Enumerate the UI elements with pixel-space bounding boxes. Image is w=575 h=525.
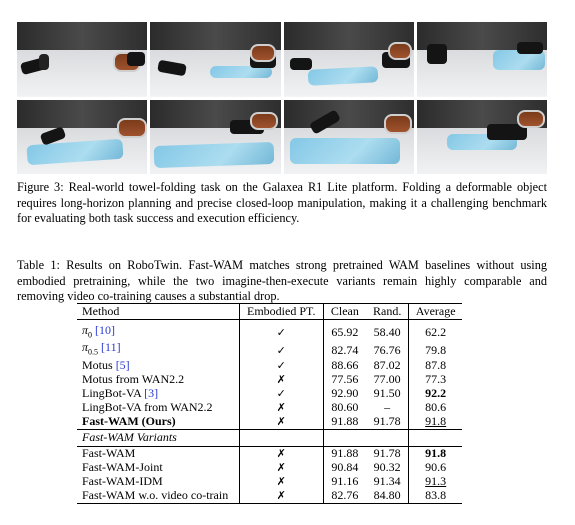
average-cell: 77.3 bbox=[425, 372, 447, 387]
robot-towel-photo bbox=[417, 100, 547, 175]
header-rand: Rand. bbox=[366, 304, 409, 320]
cross-icon: ✗ bbox=[239, 461, 323, 475]
average-cell-second: 91.3 bbox=[425, 474, 447, 489]
clean-cell: 91.88 bbox=[323, 446, 366, 461]
method-cell: $\pi_{0.5}$ [11] bbox=[77, 341, 239, 358]
robot-towel-photo bbox=[284, 100, 414, 175]
average-cell-best: 92.2 bbox=[425, 386, 447, 401]
table-caption: Table 1: Results on RoboTwin. Fast-WAM matches strong pretrained WAM baselines without using embodied pretraining, while the two imagine-then-execute variants remain highly comparable and removing video co-training causes a substantial drop. bbox=[17, 258, 547, 303]
header-method: Method bbox=[77, 304, 239, 320]
average-cell: 80.6 bbox=[425, 400, 447, 415]
header-embodied-pt: Embodied PT. bbox=[239, 304, 323, 320]
method-cell-ours: Fast-WAM (Ours) bbox=[77, 415, 239, 430]
average-cell: 87.8 bbox=[425, 358, 447, 373]
rand-cell: 84.80 bbox=[366, 489, 409, 504]
citation-link[interactable]: [5] bbox=[115, 358, 130, 373]
table-row bbox=[77, 387, 462, 401]
table-row bbox=[77, 446, 462, 461]
table-row bbox=[77, 489, 462, 504]
table-row bbox=[77, 475, 462, 489]
header-average: Average bbox=[409, 304, 462, 320]
robot-towel-photo bbox=[17, 100, 147, 175]
method-cell: Motus from WAN2.2 bbox=[77, 373, 239, 387]
cross-icon: ✗ bbox=[239, 489, 323, 504]
table-header-row bbox=[77, 304, 462, 320]
method-cell: Fast-WAM w.o. video co-train bbox=[77, 489, 239, 504]
table-row bbox=[77, 415, 462, 430]
table-row bbox=[77, 373, 462, 387]
robot-towel-photo bbox=[150, 100, 280, 175]
average-cell: 90.6 bbox=[425, 460, 447, 475]
rand-cell: 90.32 bbox=[366, 461, 409, 475]
clean-cell: 92.90 bbox=[331, 386, 359, 401]
rand-cell: 91.78 bbox=[366, 446, 409, 461]
check-icon: ✓ bbox=[239, 359, 323, 373]
robot-towel-photo bbox=[284, 22, 414, 97]
clean-cell: 88.66 bbox=[331, 358, 359, 373]
clean-cell: 82.76 bbox=[323, 489, 366, 504]
average-cell: 79.8 bbox=[425, 342, 447, 357]
table-row bbox=[77, 461, 462, 475]
clean-cell: 65.92 bbox=[331, 325, 359, 340]
method-cell: Fast-WAM-Joint bbox=[77, 461, 239, 475]
method-cell: Motus [5] bbox=[77, 359, 239, 373]
clean-cell: 77.56 bbox=[331, 372, 359, 387]
citation-link[interactable]: [3] bbox=[144, 386, 159, 401]
rand-cell: 91.34 bbox=[366, 475, 409, 489]
average-cell-second: 91.8 bbox=[425, 414, 447, 429]
figure-caption: Figure 3: Real-world towel-folding task on the Galaxea R1 Lite platform. Folding a deformable object requires long-horizon planning and precise closed-loop manipulation, making it a challenging benchmark for evaluating both task success and execution efficiency. bbox=[17, 180, 547, 225]
robot-towel-photo bbox=[17, 22, 147, 97]
header-clean: Clean bbox=[323, 304, 366, 320]
table-row bbox=[77, 359, 462, 373]
rand-cell: 87.02 bbox=[366, 359, 409, 373]
rand-cell: 91.78 bbox=[366, 415, 409, 430]
rand-cell: 91.50 bbox=[366, 387, 409, 401]
rand-cell: 76.76 bbox=[366, 341, 409, 358]
clean-cell: 82.74 bbox=[331, 342, 359, 357]
citation-link[interactable]: [10] bbox=[95, 323, 116, 337]
citation-link[interactable]: [11] bbox=[101, 340, 121, 355]
method-cell: $\pi_0$ [10] bbox=[77, 324, 239, 341]
cross-icon: ✗ bbox=[239, 415, 323, 430]
average-cell-best: 91.8 bbox=[409, 446, 462, 461]
section-label: Fast-WAM Variants bbox=[77, 429, 239, 446]
rand-cell: – bbox=[366, 401, 409, 415]
clean-cell: 91.88 bbox=[331, 414, 359, 429]
check-icon: ✓ bbox=[239, 341, 323, 358]
clean-cell: 91.16 bbox=[331, 474, 359, 489]
table-section-header bbox=[77, 429, 462, 446]
average-cell: 62.2 bbox=[425, 325, 447, 340]
table-row bbox=[77, 324, 462, 341]
robot-towel-photo bbox=[417, 22, 547, 97]
table-row bbox=[77, 341, 462, 358]
average-cell: 83.8 bbox=[409, 489, 462, 504]
clean-cell: 90.84 bbox=[331, 460, 359, 475]
rand-cell: 58.40 bbox=[366, 324, 409, 341]
method-cell: LingBot-VA [3] bbox=[77, 387, 239, 401]
check-icon: ✓ bbox=[239, 324, 323, 341]
method-cell: Fast-WAM bbox=[77, 446, 239, 461]
cross-icon: ✗ bbox=[239, 475, 323, 489]
clean-cell: 80.60 bbox=[331, 400, 359, 415]
method-cell: LingBot-VA from WAN2.2 bbox=[77, 401, 239, 415]
robot-towel-photo bbox=[150, 22, 280, 97]
results-table bbox=[77, 303, 462, 504]
method-cell: Fast-WAM-IDM bbox=[77, 475, 239, 489]
cross-icon: ✗ bbox=[239, 373, 323, 387]
cross-icon: ✗ bbox=[239, 446, 323, 461]
figure-photo-grid bbox=[17, 22, 547, 174]
table-row bbox=[77, 401, 462, 415]
rand-cell: 77.00 bbox=[366, 373, 409, 387]
cross-icon: ✗ bbox=[239, 401, 323, 415]
check-icon: ✓ bbox=[239, 387, 323, 401]
